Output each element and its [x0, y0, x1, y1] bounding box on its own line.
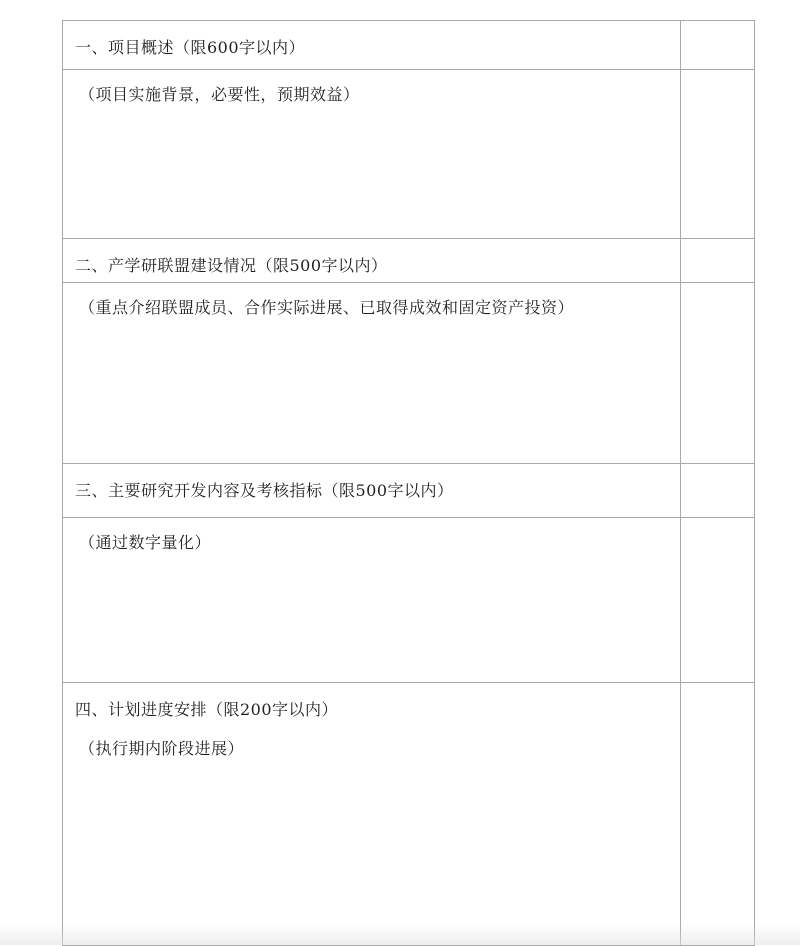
side-cell	[681, 239, 755, 283]
side-cell	[681, 683, 755, 946]
section-3-heading-row	[63, 464, 755, 518]
section-2-body-row	[63, 283, 755, 464]
section-2-heading-row	[63, 239, 755, 283]
side-cell	[681, 283, 755, 464]
section-3-body-row	[63, 518, 755, 683]
section-4-row	[63, 683, 755, 946]
side-cell	[681, 464, 755, 518]
section-4-hint: （执行期内阶段进展）	[79, 739, 245, 758]
section-1-hint[interactable]: （项目实施背景，必要性，预期效益）	[63, 70, 681, 239]
application-form-table	[62, 20, 755, 946]
section-3-hint[interactable]: （通过数字量化）	[63, 518, 681, 683]
section-2-heading: 二、产学研联盟建设情况（限500字以内）	[63, 239, 681, 283]
section-1-heading-row	[63, 21, 755, 70]
side-cell	[681, 518, 755, 683]
section-4-heading: 四、计划进度安排（限200字以内）	[75, 700, 339, 719]
section-2-hint[interactable]: （重点介绍联盟成员、合作实际进展、已取得成效和固定资产投资）	[63, 283, 681, 464]
side-cell	[681, 21, 755, 70]
section-1-heading: 一、项目概述（限600字以内）	[63, 21, 681, 70]
section-1-body-row	[63, 70, 755, 239]
side-cell	[681, 70, 755, 239]
section-4-cell[interactable]	[63, 683, 681, 946]
section-3-heading: 三、主要研究开发内容及考核指标（限500字以内）	[63, 464, 681, 518]
